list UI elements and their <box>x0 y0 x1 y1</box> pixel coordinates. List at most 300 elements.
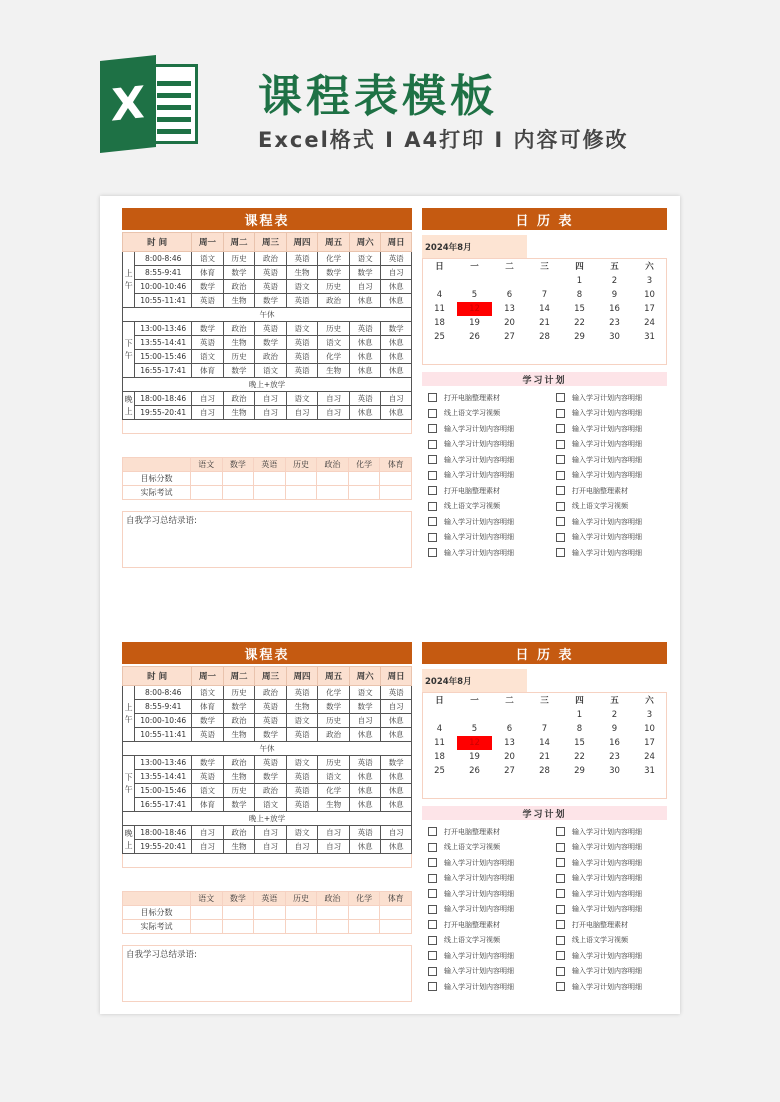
score-cell[interactable] <box>348 920 380 934</box>
course-cell[interactable]: 自习 <box>318 840 350 854</box>
checkbox-icon[interactable] <box>428 936 437 945</box>
time-slot[interactable]: 15:00-15:46 <box>135 350 192 364</box>
course-cell[interactable]: 生物 <box>318 798 350 812</box>
course-cell[interactable]: 数学 <box>223 266 255 280</box>
course-cell[interactable]: 语文 <box>192 252 224 266</box>
checkbox-icon[interactable] <box>428 393 437 402</box>
score-cell[interactable] <box>348 906 380 920</box>
course-cell[interactable]: 政治 <box>255 784 287 798</box>
calendar-day[interactable]: 21 <box>539 318 550 328</box>
plan-item[interactable] <box>556 933 674 949</box>
course-cell[interactable]: 英语 <box>286 784 318 798</box>
plan-item[interactable] <box>556 437 674 453</box>
course-cell[interactable]: 自习 <box>255 406 287 420</box>
course-cell[interactable]: 自习 <box>349 280 381 294</box>
course-cell[interactable]: 英语 <box>286 364 318 378</box>
calendar-day[interactable]: 26 <box>469 766 480 776</box>
course-cell[interactable]: 生物 <box>286 700 318 714</box>
calendar-day[interactable]: 4 <box>436 724 443 734</box>
course-cell[interactable]: 休息 <box>381 770 412 784</box>
calendar-day[interactable]: 12 <box>457 736 492 750</box>
course-cell[interactable]: 数学 <box>223 798 255 812</box>
calendar-day[interactable]: 1 <box>576 276 583 286</box>
checkbox-icon[interactable] <box>556 455 565 464</box>
score-cell[interactable] <box>222 906 254 920</box>
time-slot[interactable]: 13:00-13:46 <box>135 756 192 770</box>
course-cell[interactable]: 数学 <box>255 336 287 350</box>
course-cell[interactable]: 休息 <box>349 770 381 784</box>
plan-item[interactable] <box>428 514 546 530</box>
calendar-day[interactable]: 8 <box>576 724 583 734</box>
course-cell[interactable]: 体育 <box>192 364 224 378</box>
course-cell[interactable]: 语文 <box>318 770 350 784</box>
course-cell[interactable]: 生物 <box>318 364 350 378</box>
plan-item[interactable] <box>428 468 546 484</box>
checkbox-icon[interactable] <box>556 858 565 867</box>
score-cell[interactable] <box>222 920 254 934</box>
course-cell[interactable]: 英语 <box>192 770 224 784</box>
course-cell[interactable]: 数学 <box>192 322 224 336</box>
calendar-day[interactable]: 17 <box>644 304 655 314</box>
checkbox-icon[interactable] <box>556 409 565 418</box>
course-cell[interactable]: 英语 <box>255 714 287 728</box>
course-cell[interactable]: 英语 <box>286 336 318 350</box>
course-cell[interactable]: 休息 <box>349 406 381 420</box>
calendar-day[interactable]: 22 <box>574 318 585 328</box>
score-cell[interactable] <box>191 472 223 486</box>
course-cell[interactable]: 英语 <box>286 350 318 364</box>
course-cell[interactable]: 自习 <box>286 406 318 420</box>
score-cell[interactable] <box>254 906 286 920</box>
calendar-day[interactable]: 2 <box>611 710 618 720</box>
time-slot[interactable]: 16:55-17:41 <box>135 798 192 812</box>
plan-item[interactable] <box>556 948 674 964</box>
course-cell[interactable]: 历史 <box>223 350 255 364</box>
plan-item[interactable] <box>556 406 674 422</box>
course-cell[interactable]: 自习 <box>255 826 287 840</box>
checkbox-icon[interactable] <box>428 951 437 960</box>
course-cell[interactable]: 数学 <box>349 266 381 280</box>
course-cell[interactable]: 自习 <box>286 840 318 854</box>
course-cell[interactable]: 英语 <box>349 322 381 336</box>
calendar-day[interactable]: 31 <box>644 332 655 342</box>
checkbox-icon[interactable] <box>428 471 437 480</box>
checkbox-icon[interactable] <box>428 843 437 852</box>
plan-item[interactable] <box>556 468 674 484</box>
course-cell[interactable]: 语文 <box>286 714 318 728</box>
plan-item[interactable] <box>428 421 546 437</box>
calendar-day[interactable]: 6 <box>506 724 513 734</box>
course-cell[interactable]: 历史 <box>223 784 255 798</box>
calendar-day[interactable]: 30 <box>609 332 620 342</box>
course-cell[interactable]: 历史 <box>318 280 350 294</box>
course-cell[interactable]: 语文 <box>192 686 224 700</box>
checkbox-icon[interactable] <box>556 533 565 542</box>
calendar-day[interactable]: 25 <box>434 766 445 776</box>
plan-item[interactable] <box>428 545 546 561</box>
checkbox-icon[interactable] <box>428 455 437 464</box>
course-cell[interactable]: 英语 <box>255 756 287 770</box>
time-slot[interactable]: 15:00-15:46 <box>135 784 192 798</box>
course-cell[interactable]: 自习 <box>381 392 412 406</box>
calendar-day[interactable]: 16 <box>609 304 620 314</box>
checkbox-icon[interactable] <box>428 533 437 542</box>
plan-item[interactable] <box>556 514 674 530</box>
course-cell[interactable]: 化学 <box>318 350 350 364</box>
time-slot[interactable]: 19:55-20:41 <box>135 840 192 854</box>
course-cell[interactable]: 历史 <box>223 252 255 266</box>
plan-item[interactable] <box>428 406 546 422</box>
calendar-day[interactable]: 10 <box>644 724 655 734</box>
course-cell[interactable]: 语文 <box>318 336 350 350</box>
course-cell[interactable]: 生物 <box>223 840 255 854</box>
course-cell[interactable]: 英语 <box>286 686 318 700</box>
score-cell[interactable] <box>191 906 223 920</box>
calendar-day[interactable]: 27 <box>504 766 515 776</box>
time-slot[interactable]: 8:55-9:41 <box>135 700 192 714</box>
course-cell[interactable]: 自习 <box>318 406 350 420</box>
course-cell[interactable]: 化学 <box>318 686 350 700</box>
time-slot[interactable]: 10:55-11:41 <box>135 294 192 308</box>
course-cell[interactable]: 政治 <box>223 392 255 406</box>
time-slot[interactable]: 19:55-20:41 <box>135 406 192 420</box>
course-cell[interactable]: 政治 <box>318 294 350 308</box>
score-cell[interactable] <box>317 906 349 920</box>
course-cell[interactable]: 休息 <box>381 714 412 728</box>
checkbox-icon[interactable] <box>556 905 565 914</box>
course-cell[interactable]: 自习 <box>255 392 287 406</box>
score-cell[interactable] <box>285 486 317 500</box>
calendar-day[interactable]: 8 <box>576 290 583 300</box>
calendar-day[interactable]: 23 <box>609 752 620 762</box>
score-cell[interactable] <box>191 920 223 934</box>
calendar-day[interactable]: 13 <box>504 738 515 748</box>
checkbox-icon[interactable] <box>556 517 565 526</box>
time-slot[interactable]: 13:00-13:46 <box>135 322 192 336</box>
time-slot[interactable]: 13:55-14:41 <box>135 336 192 350</box>
course-cell[interactable]: 英语 <box>349 826 381 840</box>
course-cell[interactable]: 历史 <box>318 714 350 728</box>
course-cell[interactable]: 生物 <box>286 266 318 280</box>
calendar-day[interactable]: 7 <box>541 290 548 300</box>
plan-item[interactable] <box>556 452 674 468</box>
course-cell[interactable]: 自习 <box>318 392 350 406</box>
score-cell[interactable] <box>222 472 254 486</box>
course-cell[interactable]: 政治 <box>255 350 287 364</box>
course-cell[interactable]: 政治 <box>223 826 255 840</box>
course-cell[interactable]: 数学 <box>255 728 287 742</box>
checkbox-icon[interactable] <box>556 843 565 852</box>
calendar-day[interactable]: 7 <box>541 724 548 734</box>
course-cell[interactable]: 自习 <box>318 826 350 840</box>
score-cell[interactable] <box>317 486 349 500</box>
calendar-day[interactable]: 25 <box>434 332 445 342</box>
checkbox-icon[interactable] <box>428 858 437 867</box>
checkbox-icon[interactable] <box>556 502 565 511</box>
plan-item[interactable] <box>556 979 674 995</box>
calendar-day[interactable]: 21 <box>539 752 550 762</box>
course-cell[interactable]: 政治 <box>255 686 287 700</box>
checkbox-icon[interactable] <box>556 440 565 449</box>
calendar-day[interactable]: 24 <box>644 752 655 762</box>
course-cell[interactable]: 生物 <box>223 294 255 308</box>
course-cell[interactable]: 自习 <box>381 266 412 280</box>
plan-item[interactable] <box>556 840 674 856</box>
course-cell[interactable]: 数学 <box>381 322 412 336</box>
course-cell[interactable]: 生物 <box>223 336 255 350</box>
score-cell[interactable] <box>254 486 286 500</box>
course-cell[interactable]: 化学 <box>318 252 350 266</box>
calendar-day[interactable]: 27 <box>504 332 515 342</box>
course-cell[interactable]: 语文 <box>349 252 381 266</box>
calendar-day[interactable]: 19 <box>469 318 480 328</box>
checkbox-icon[interactable] <box>556 982 565 991</box>
course-cell[interactable]: 休息 <box>381 728 412 742</box>
course-cell[interactable]: 英语 <box>349 756 381 770</box>
checkbox-icon[interactable] <box>556 471 565 480</box>
plan-item[interactable] <box>556 483 674 499</box>
calendar-day[interactable]: 14 <box>539 738 550 748</box>
plan-item[interactable] <box>428 824 546 840</box>
score-cell[interactable] <box>254 920 286 934</box>
course-cell[interactable]: 语文 <box>349 686 381 700</box>
plan-item[interactable] <box>428 437 546 453</box>
score-cell[interactable] <box>285 472 317 486</box>
course-cell[interactable]: 英语 <box>255 322 287 336</box>
calendar-day[interactable]: 9 <box>611 290 618 300</box>
calendar-day[interactable]: 15 <box>574 738 585 748</box>
time-slot[interactable]: 10:00-10:46 <box>135 714 192 728</box>
course-cell[interactable]: 数学 <box>192 714 224 728</box>
course-cell[interactable]: 数学 <box>349 700 381 714</box>
course-cell[interactable]: 英语 <box>192 728 224 742</box>
course-cell[interactable]: 英语 <box>286 770 318 784</box>
calendar-day[interactable]: 19 <box>469 752 480 762</box>
plan-item[interactable] <box>428 964 546 980</box>
checkbox-icon[interactable] <box>556 936 565 945</box>
course-cell[interactable]: 自习 <box>255 840 287 854</box>
time-slot[interactable]: 8:55-9:41 <box>135 266 192 280</box>
calendar-day[interactable]: 20 <box>504 318 515 328</box>
checkbox-icon[interactable] <box>428 502 437 511</box>
course-cell[interactable]: 休息 <box>381 784 412 798</box>
score-cell[interactable] <box>317 472 349 486</box>
course-cell[interactable]: 自习 <box>349 714 381 728</box>
course-cell[interactable]: 数学 <box>318 266 350 280</box>
course-cell[interactable]: 化学 <box>318 784 350 798</box>
course-cell[interactable]: 语文 <box>255 364 287 378</box>
time-slot[interactable]: 13:55-14:41 <box>135 770 192 784</box>
course-cell[interactable]: 自习 <box>192 826 224 840</box>
course-cell[interactable]: 数学 <box>318 700 350 714</box>
calendar-day[interactable]: 12 <box>457 302 492 316</box>
course-cell[interactable]: 英语 <box>286 252 318 266</box>
course-cell[interactable]: 英语 <box>286 728 318 742</box>
score-cell[interactable] <box>380 920 412 934</box>
plan-item[interactable] <box>556 824 674 840</box>
course-cell[interactable]: 数学 <box>192 756 224 770</box>
score-cell[interactable] <box>191 486 223 500</box>
course-cell[interactable]: 英语 <box>286 798 318 812</box>
course-cell[interactable]: 休息 <box>381 350 412 364</box>
course-cell[interactable]: 语文 <box>286 280 318 294</box>
course-cell[interactable]: 休息 <box>381 336 412 350</box>
checkbox-icon[interactable] <box>556 827 565 836</box>
plan-item[interactable] <box>428 530 546 546</box>
summary-field[interactable]: 自我学习总结录语: <box>122 511 412 568</box>
checkbox-icon[interactable] <box>428 920 437 929</box>
checkbox-icon[interactable] <box>428 424 437 433</box>
time-slot[interactable]: 10:55-11:41 <box>135 728 192 742</box>
course-cell[interactable]: 语文 <box>286 826 318 840</box>
course-cell[interactable]: 数学 <box>255 770 287 784</box>
course-cell[interactable]: 休息 <box>349 336 381 350</box>
course-cell[interactable]: 语文 <box>192 784 224 798</box>
course-cell[interactable]: 英语 <box>255 700 287 714</box>
plan-item[interactable] <box>428 933 546 949</box>
plan-item[interactable] <box>428 840 546 856</box>
score-cell[interactable] <box>317 920 349 934</box>
course-cell[interactable]: 数学 <box>223 700 255 714</box>
course-cell[interactable]: 英语 <box>349 392 381 406</box>
checkbox-icon[interactable] <box>556 874 565 883</box>
checkbox-icon[interactable] <box>556 920 565 929</box>
course-cell[interactable]: 休息 <box>381 294 412 308</box>
course-cell[interactable]: 政治 <box>223 714 255 728</box>
calendar-day[interactable]: 26 <box>469 332 480 342</box>
calendar-day[interactable]: 4 <box>436 290 443 300</box>
calendar-day[interactable]: 20 <box>504 752 515 762</box>
checkbox-icon[interactable] <box>556 967 565 976</box>
calendar-day[interactable]: 5 <box>471 724 478 734</box>
plan-item[interactable] <box>428 886 546 902</box>
time-slot[interactable]: 10:00-10:46 <box>135 280 192 294</box>
plan-item[interactable] <box>556 917 674 933</box>
calendar-day[interactable]: 24 <box>644 318 655 328</box>
calendar-day[interactable]: 16 <box>609 738 620 748</box>
plan-item[interactable] <box>428 979 546 995</box>
checkbox-icon[interactable] <box>556 889 565 898</box>
calendar-day[interactable]: 18 <box>434 752 445 762</box>
plan-item[interactable] <box>556 421 674 437</box>
course-cell[interactable]: 政治 <box>223 756 255 770</box>
checkbox-icon[interactable] <box>556 393 565 402</box>
course-cell[interactable]: 政治 <box>318 728 350 742</box>
course-cell[interactable]: 语文 <box>286 322 318 336</box>
plan-item[interactable] <box>428 452 546 468</box>
course-cell[interactable]: 英语 <box>286 294 318 308</box>
course-cell[interactable]: 休息 <box>349 798 381 812</box>
course-cell[interactable]: 生物 <box>223 728 255 742</box>
course-cell[interactable]: 休息 <box>381 280 412 294</box>
course-cell[interactable]: 休息 <box>349 294 381 308</box>
calendar-day[interactable]: 29 <box>574 766 585 776</box>
checkbox-icon[interactable] <box>556 424 565 433</box>
course-cell[interactable]: 数学 <box>223 364 255 378</box>
plan-item[interactable] <box>556 902 674 918</box>
calendar-day[interactable]: 18 <box>434 318 445 328</box>
calendar-day[interactable]: 2 <box>611 276 618 286</box>
course-cell[interactable]: 语文 <box>192 350 224 364</box>
calendar-day[interactable]: 14 <box>539 304 550 314</box>
calendar-day[interactable]: 13 <box>504 304 515 314</box>
checkbox-icon[interactable] <box>556 548 565 557</box>
course-cell[interactable]: 自习 <box>381 826 412 840</box>
score-cell[interactable] <box>380 472 412 486</box>
checkbox-icon[interactable] <box>428 982 437 991</box>
calendar-day[interactable]: 11 <box>434 738 445 748</box>
score-cell[interactable] <box>254 472 286 486</box>
checkbox-icon[interactable] <box>428 440 437 449</box>
plan-item[interactable] <box>556 390 674 406</box>
course-cell[interactable]: 体育 <box>192 798 224 812</box>
plan-item[interactable] <box>428 390 546 406</box>
course-cell[interactable]: 生物 <box>223 770 255 784</box>
course-cell[interactable]: 历史 <box>318 756 350 770</box>
checkbox-icon[interactable] <box>428 889 437 898</box>
calendar-day[interactable]: 28 <box>539 766 550 776</box>
checkbox-icon[interactable] <box>556 486 565 495</box>
course-cell[interactable]: 自习 <box>192 392 224 406</box>
score-cell[interactable] <box>222 486 254 500</box>
calendar-day[interactable]: 23 <box>609 318 620 328</box>
course-cell[interactable]: 休息 <box>349 784 381 798</box>
time-slot[interactable]: 18:00-18:46 <box>135 392 192 406</box>
course-cell[interactable]: 休息 <box>349 364 381 378</box>
time-slot[interactable]: 18:00-18:46 <box>135 826 192 840</box>
course-cell[interactable]: 语文 <box>286 392 318 406</box>
score-cell[interactable] <box>285 920 317 934</box>
plan-item[interactable] <box>556 886 674 902</box>
time-slot[interactable]: 8:00-8:46 <box>135 252 192 266</box>
calendar-day[interactable]: 1 <box>576 710 583 720</box>
course-cell[interactable]: 自习 <box>192 406 224 420</box>
calendar-day[interactable]: 17 <box>644 738 655 748</box>
plan-item[interactable] <box>428 871 546 887</box>
course-cell[interactable]: 生物 <box>223 406 255 420</box>
time-slot[interactable]: 16:55-17:41 <box>135 364 192 378</box>
course-cell[interactable]: 政治 <box>223 280 255 294</box>
calendar-day[interactable]: 31 <box>644 766 655 776</box>
calendar-day[interactable]: 6 <box>506 290 513 300</box>
course-cell[interactable]: 数学 <box>192 280 224 294</box>
course-cell[interactable]: 数学 <box>381 756 412 770</box>
course-cell[interactable]: 数学 <box>255 294 287 308</box>
course-cell[interactable]: 英语 <box>255 280 287 294</box>
course-cell[interactable]: 休息 <box>381 364 412 378</box>
course-cell[interactable]: 自习 <box>192 840 224 854</box>
calendar-day[interactable]: 11 <box>434 304 445 314</box>
course-cell[interactable]: 政治 <box>255 252 287 266</box>
plan-item[interactable] <box>428 483 546 499</box>
course-cell[interactable]: 休息 <box>349 350 381 364</box>
course-cell[interactable]: 英语 <box>192 336 224 350</box>
course-cell[interactable]: 历史 <box>223 686 255 700</box>
plan-item[interactable] <box>428 948 546 964</box>
course-cell[interactable]: 英语 <box>192 294 224 308</box>
checkbox-icon[interactable] <box>428 874 437 883</box>
calendar-day[interactable]: 30 <box>609 766 620 776</box>
plan-item[interactable] <box>556 545 674 561</box>
score-cell[interactable] <box>380 486 412 500</box>
course-cell[interactable]: 语文 <box>286 756 318 770</box>
course-cell[interactable]: 英语 <box>255 266 287 280</box>
course-cell[interactable]: 休息 <box>349 728 381 742</box>
course-cell[interactable]: 政治 <box>223 322 255 336</box>
plan-item[interactable] <box>428 917 546 933</box>
plan-item[interactable] <box>428 499 546 515</box>
checkbox-icon[interactable] <box>428 967 437 976</box>
